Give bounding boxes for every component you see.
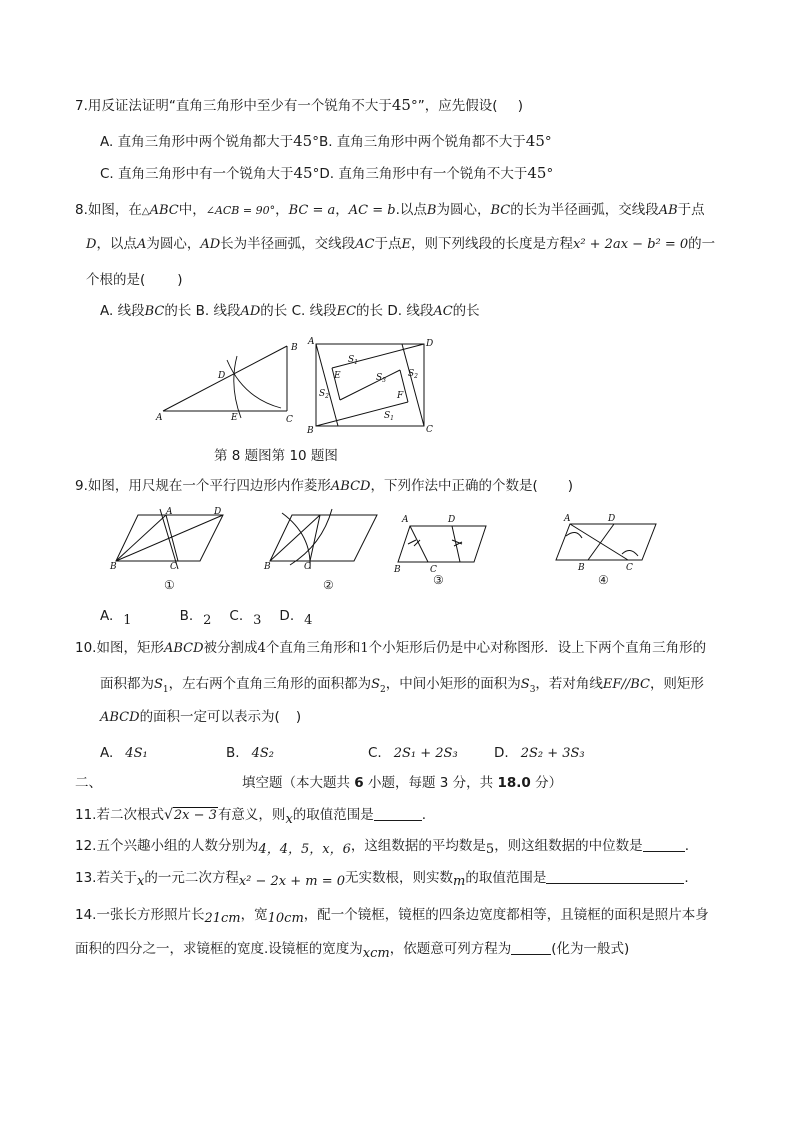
svg-text:B: B (110, 562, 117, 570)
q14-answer-blank[interactable] (511, 940, 551, 955)
svg-text:D: D (214, 507, 222, 517)
svg-text:S3: $S_3$ (376, 373, 386, 384)
svg-text:C: C (170, 562, 177, 570)
q10-option-b: B. 4S₂ (226, 745, 274, 761)
svg-text:C: C (430, 565, 437, 575)
svg-text:C: C (426, 425, 433, 434)
q9-figure-label-1: ① (164, 578, 175, 592)
svg-text:A: A (402, 515, 409, 525)
q9-option-c: C. 3 (229, 608, 262, 628)
q14-line-2: 面积的四分之一，求镜框的宽度.设镜框的宽度为xcm，依题意可列方程为 (化为一般式) (75, 941, 630, 961)
q12: 12.五个兴趣小组的人数分别为4，4，5，x，6，这组数据的平均数是5，则这组数据的中位数是 . (75, 838, 689, 857)
q12-answer-blank[interactable] (643, 837, 685, 852)
q10-line-3: ABCD的面积一定可以表示为( ) (100, 709, 302, 725)
svg-text:E: E (231, 413, 238, 423)
svg-text:D: D (608, 514, 616, 524)
q9-figure-3 (388, 510, 513, 575)
q9-stem: 9.如图，用尺规在一个平行四边形内作菱形ABCD，下列作法中正确的个数是( ) (75, 478, 574, 494)
q11: 11.若二次根式√2x − 3有意义，则x的取值范围是 . (75, 807, 427, 827)
section-2-number: 二、 (75, 775, 102, 791)
svg-text:D: D (218, 371, 226, 381)
figure-caption: 第 8 题图第 10 题图 (214, 448, 338, 464)
svg-text:S1: $S_1$ (384, 411, 394, 422)
svg-text:S1: $S_1$ (348, 355, 358, 366)
q9-figure-label-4: ④ (598, 573, 609, 587)
section-2-title: 填空题（本大题共 6 小题，每题 3 分，共 18.0 分） (242, 775, 563, 791)
q8-line-1: 8.如图，在△ABC中，∠ACB = 90°，BC = a，AC = b.以点B为圆心，BC的长为半径画弧，交线段AB于点 (75, 202, 705, 218)
svg-text:A: A (308, 337, 315, 347)
q13-answer-blank[interactable] (546, 869, 684, 884)
svg-text:A: A (564, 514, 571, 524)
svg-text:S2: $S_2$ (319, 389, 329, 400)
q7-option-b: B. 直角三角形中两个锐角都不大于45° (318, 132, 552, 150)
svg-text:E: E (334, 371, 341, 381)
svg-text:S2: $S_2$ (408, 369, 418, 380)
q10-line-2: 面积都为$S_1$，左右两个直角三角形的面积都为$S_2$，中间小矩形的面积为$S_3$，若对角线EF//BC，则矩形 (100, 676, 704, 695)
q8-figure (155, 338, 305, 428)
svg-text:F: F (397, 391, 404, 401)
q9-options (100, 606, 312, 627)
q9-figure-1 (108, 505, 233, 570)
q10-line-1: 10.如图，矩形ABCD被分割成4个直角三角形和1个小矩形后仍是中心对称图形．设上下两个直角三角形的 (75, 640, 707, 656)
q8-line-2: D，以点A为圆心，AD长为半径画弧，交线段AC于点E，则下列线段的长度是方程x² + 2ax − b² = 0的一 (86, 236, 716, 252)
q10-options (100, 743, 148, 764)
q9-figure-label-3: ③ (433, 573, 444, 587)
q7-stem: 7.用反证法证明“直角三角形中至少有一个锐角不大于45°”，应先假设( ) (75, 96, 524, 114)
svg-text:D: D (426, 339, 434, 349)
q13: 13.若关于x的一元二次方程x² − 2x + m = 0无实数根，则实数m的取值范围是 . (75, 870, 689, 889)
svg-text:B: B (291, 343, 298, 353)
q8-line-3: 个根的是( ) (86, 272, 183, 288)
svg-text:B: B (307, 426, 314, 434)
q9-figure-4 (548, 510, 673, 575)
svg-text:C: C (286, 415, 293, 425)
q10-figure (302, 334, 437, 434)
q7-options-ab (100, 131, 552, 152)
q7-option-a: A. 直角三角形中两个锐角都大于45° (100, 132, 319, 150)
q8-options: A. 线段BC的长 B. 线段AD的长 C. 线段EC的长 D. 线段AC的长 (100, 303, 480, 319)
svg-text:C: C (626, 563, 633, 573)
q7-option-c: C. 直角三角形中有一个锐角大于45° (100, 164, 320, 182)
q11-answer-blank[interactable] (374, 806, 422, 821)
q9-figure-label-2: ② (323, 578, 334, 592)
q7-options-cd (100, 163, 553, 184)
q10-option-a: A. 4S₁ (100, 745, 148, 761)
svg-text:A: A (156, 413, 163, 423)
svg-text:D: D (448, 515, 456, 525)
q9-option-a: A. 1 (100, 608, 132, 628)
q9-figure-2 (262, 505, 387, 570)
svg-text:B: B (578, 563, 585, 573)
svg-text:A: A (166, 507, 173, 517)
svg-text:C: C (304, 562, 311, 570)
q9-option-d: D. 4 (279, 608, 313, 628)
svg-text:B: B (264, 562, 271, 570)
svg-text:B: B (394, 565, 401, 575)
q7-option-d: D. 直角三角形中有一个锐角不大于45° (319, 164, 554, 182)
q14-line-1: 14.一张长方形照片长21cm，宽10cm，配一个镜框，镜框的四条边宽度都相等，且镜框的面积是照片本身 (75, 907, 709, 926)
q10-option-c: C. 2S₁ + 2S₃ (368, 745, 458, 761)
q9-option-b: B. 2 (179, 608, 212, 628)
q10-option-d: D. 2S₂ + 3S₃ (494, 745, 585, 761)
